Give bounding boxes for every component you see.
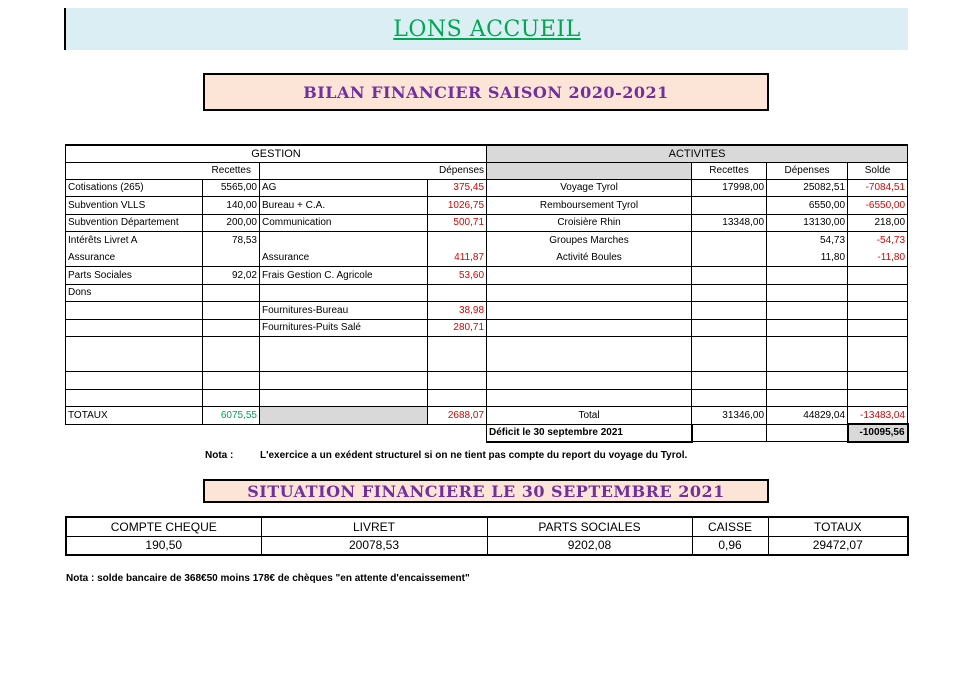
table-row bbox=[66, 337, 908, 372]
bilan-table bbox=[65, 144, 909, 443]
activite-depenses: 11,80 bbox=[767, 249, 848, 267]
situation-header-totaux: TOTAUX bbox=[768, 517, 908, 536]
activite-depenses: 54,73 bbox=[767, 232, 848, 250]
activites-depenses-header: Dépenses bbox=[767, 162, 848, 179]
activite-solde bbox=[848, 372, 908, 390]
activite-recettes bbox=[692, 337, 767, 372]
recette-value bbox=[203, 389, 260, 407]
recette-label: Subvention Département bbox=[66, 214, 203, 232]
recette-label: Parts Sociales bbox=[66, 267, 203, 285]
activites-recettes-header: Recettes bbox=[692, 162, 767, 179]
activites-total-solde: -13483,04 bbox=[848, 407, 908, 425]
depense-label bbox=[260, 389, 428, 407]
situation-header-caisse: CAISSE bbox=[692, 517, 768, 536]
recette-value: 78,53 bbox=[203, 232, 260, 250]
table-row bbox=[66, 197, 908, 215]
depense-label bbox=[260, 232, 428, 250]
activites-solde-header: Solde bbox=[848, 162, 908, 179]
deficit-spacer bbox=[66, 424, 487, 442]
bank-note: Nota : solde bancaire de 368€50 moins 178€ de chèques "en attente d'encaissement" bbox=[66, 573, 470, 584]
situation-value-caisse: 0,96 bbox=[692, 536, 768, 555]
depense-value: 375,45 bbox=[428, 179, 487, 197]
table-row bbox=[66, 249, 908, 267]
deficit-empty-1 bbox=[692, 424, 767, 442]
activite-solde bbox=[848, 319, 908, 337]
deficit-row bbox=[66, 424, 908, 442]
table-row bbox=[66, 179, 908, 197]
activite-solde: -6550,00 bbox=[848, 197, 908, 215]
recette-label bbox=[66, 372, 203, 390]
activite-recettes bbox=[692, 302, 767, 320]
activite-label bbox=[487, 372, 692, 390]
activite-depenses: 6550,00 bbox=[767, 197, 848, 215]
activite-recettes bbox=[692, 372, 767, 390]
activites-label-header bbox=[487, 162, 692, 179]
deficit-empty-2 bbox=[767, 424, 848, 442]
gestion-depenses-header: Dépenses bbox=[260, 162, 487, 179]
totals-recettes: 6075,55 bbox=[203, 407, 260, 425]
depense-label: Assurance bbox=[260, 249, 428, 267]
situation-header-parts: PARTS SOCIALES bbox=[487, 517, 692, 536]
activite-depenses bbox=[767, 267, 848, 285]
situation-value-parts: 9202,08 bbox=[487, 536, 692, 555]
activite-label: Activité Boules bbox=[487, 249, 692, 267]
activites-total-recettes: 31346,00 bbox=[692, 407, 767, 425]
activite-solde: 218,00 bbox=[848, 214, 908, 232]
section-header-row bbox=[66, 145, 908, 162]
deficit-value: -10095,56 bbox=[848, 424, 908, 442]
depense-label: Bureau + C.A. bbox=[260, 197, 428, 215]
recette-value bbox=[203, 319, 260, 337]
depense-label: Fournitures-Bureau bbox=[260, 302, 428, 320]
activite-recettes bbox=[692, 319, 767, 337]
depense-label: Fournitures-Puits Salé bbox=[260, 319, 428, 337]
table-row bbox=[66, 214, 908, 232]
activites-total-depenses: 44829,04 bbox=[767, 407, 848, 425]
activite-label bbox=[487, 389, 692, 407]
situation-value-livret: 20078,53 bbox=[261, 536, 487, 555]
depense-label bbox=[260, 284, 428, 302]
recette-value: 5565,00 bbox=[203, 179, 260, 197]
activite-depenses bbox=[767, 337, 848, 372]
table-row bbox=[66, 302, 908, 320]
activite-solde bbox=[848, 267, 908, 285]
depense-value: 500,71 bbox=[428, 214, 487, 232]
depense-label bbox=[260, 337, 428, 372]
note-text: L'exercice a un exédent structurel si on ne tient pas compte du report du voyage du Tyrol. bbox=[260, 450, 688, 461]
activite-label: Remboursement Tyrol bbox=[487, 197, 692, 215]
totals-row bbox=[66, 407, 908, 425]
activites-header: ACTIVITES bbox=[487, 145, 908, 162]
activite-depenses bbox=[767, 302, 848, 320]
depense-value bbox=[428, 389, 487, 407]
table-row bbox=[66, 232, 908, 250]
depense-value: 38,98 bbox=[428, 302, 487, 320]
activite-recettes bbox=[692, 267, 767, 285]
situation-header-cheque: COMPTE CHEQUE bbox=[66, 517, 261, 536]
recette-value bbox=[203, 302, 260, 320]
totals-blank bbox=[260, 407, 428, 425]
activite-depenses bbox=[767, 389, 848, 407]
activite-label bbox=[487, 302, 692, 320]
recette-label: Dons bbox=[66, 284, 203, 302]
depense-label: Frais Gestion C. Agricole bbox=[260, 267, 428, 285]
activite-recettes bbox=[692, 389, 767, 407]
recette-label: Intérêts Livret A bbox=[66, 232, 203, 250]
recette-label: Assurance bbox=[66, 249, 203, 267]
table-row bbox=[66, 372, 908, 390]
situation-title: SITUATION FINANCIERE LE 30 SEPTEMBRE 2021 bbox=[203, 479, 769, 503]
recette-label bbox=[66, 302, 203, 320]
depense-value bbox=[428, 337, 487, 372]
activite-solde: -11,80 bbox=[848, 249, 908, 267]
activite-solde: -7084,51 bbox=[848, 179, 908, 197]
recette-value: 92,02 bbox=[203, 267, 260, 285]
depense-label: Communication bbox=[260, 214, 428, 232]
recette-value: 140,00 bbox=[203, 197, 260, 215]
page-title: LONS ACCUEIL bbox=[393, 17, 581, 42]
situation-header-livret: LIVRET bbox=[261, 517, 487, 536]
activite-label: Croisière Rhin bbox=[487, 214, 692, 232]
activite-depenses bbox=[767, 319, 848, 337]
gestion-recettes-header: Recettes bbox=[66, 162, 260, 179]
recette-label: Subvention VLLS bbox=[66, 197, 203, 215]
situation-value-row bbox=[66, 536, 908, 555]
table-row bbox=[66, 319, 908, 337]
recette-value bbox=[203, 372, 260, 390]
recette-value: 200,00 bbox=[203, 214, 260, 232]
activite-depenses: 13130,00 bbox=[767, 214, 848, 232]
activite-depenses bbox=[767, 372, 848, 390]
activite-label: Groupes Marches bbox=[487, 232, 692, 250]
activite-recettes: 17998,00 bbox=[692, 179, 767, 197]
title-band bbox=[64, 8, 908, 50]
activite-depenses: 25082,51 bbox=[767, 179, 848, 197]
note-label: Nota : bbox=[205, 450, 234, 461]
activite-solde bbox=[848, 284, 908, 302]
activite-label bbox=[487, 267, 692, 285]
activite-label bbox=[487, 284, 692, 302]
depense-label: AG bbox=[260, 179, 428, 197]
activite-recettes: 13348,00 bbox=[692, 214, 767, 232]
depense-value bbox=[428, 232, 487, 250]
totals-label: TOTAUX bbox=[66, 407, 203, 425]
recette-label bbox=[66, 337, 203, 372]
totals-depenses: 2688,07 bbox=[428, 407, 487, 425]
situation-value-totaux: 29472,07 bbox=[768, 536, 908, 555]
activites-total-label: Total bbox=[487, 407, 692, 425]
activite-label: Voyage Tyrol bbox=[487, 179, 692, 197]
table-row bbox=[66, 284, 908, 302]
deficit-label: Déficit le 30 septembre 2021 bbox=[487, 424, 692, 442]
activite-depenses bbox=[767, 284, 848, 302]
situation-header-row bbox=[66, 517, 908, 536]
bilan-title: BILAN FINANCIER SAISON 2020-2021 bbox=[203, 73, 769, 111]
column-header-row bbox=[66, 162, 908, 179]
activite-solde bbox=[848, 302, 908, 320]
activite-recettes bbox=[692, 284, 767, 302]
activite-recettes bbox=[692, 197, 767, 215]
activite-solde: -54,73 bbox=[848, 232, 908, 250]
activite-label bbox=[487, 337, 692, 372]
recette-label bbox=[66, 389, 203, 407]
table-row bbox=[66, 267, 908, 285]
recette-value bbox=[203, 284, 260, 302]
depense-value: 53,60 bbox=[428, 267, 487, 285]
depense-value bbox=[428, 372, 487, 390]
activite-solde bbox=[848, 389, 908, 407]
activite-recettes bbox=[692, 232, 767, 250]
depense-value bbox=[428, 284, 487, 302]
table-row bbox=[66, 389, 908, 407]
recette-value bbox=[203, 249, 260, 267]
recette-value bbox=[203, 337, 260, 372]
recette-label: Cotisations (265) bbox=[66, 179, 203, 197]
depense-label bbox=[260, 372, 428, 390]
depense-value: 280,71 bbox=[428, 319, 487, 337]
activite-label bbox=[487, 319, 692, 337]
depense-value: 1026,75 bbox=[428, 197, 487, 215]
depense-value: 411,87 bbox=[428, 249, 487, 267]
gestion-header: GESTION bbox=[66, 145, 487, 162]
recette-label bbox=[66, 319, 203, 337]
activite-recettes bbox=[692, 249, 767, 267]
activite-solde bbox=[848, 337, 908, 372]
situation-value-cheque: 190,50 bbox=[66, 536, 261, 555]
situation-table bbox=[65, 516, 909, 556]
